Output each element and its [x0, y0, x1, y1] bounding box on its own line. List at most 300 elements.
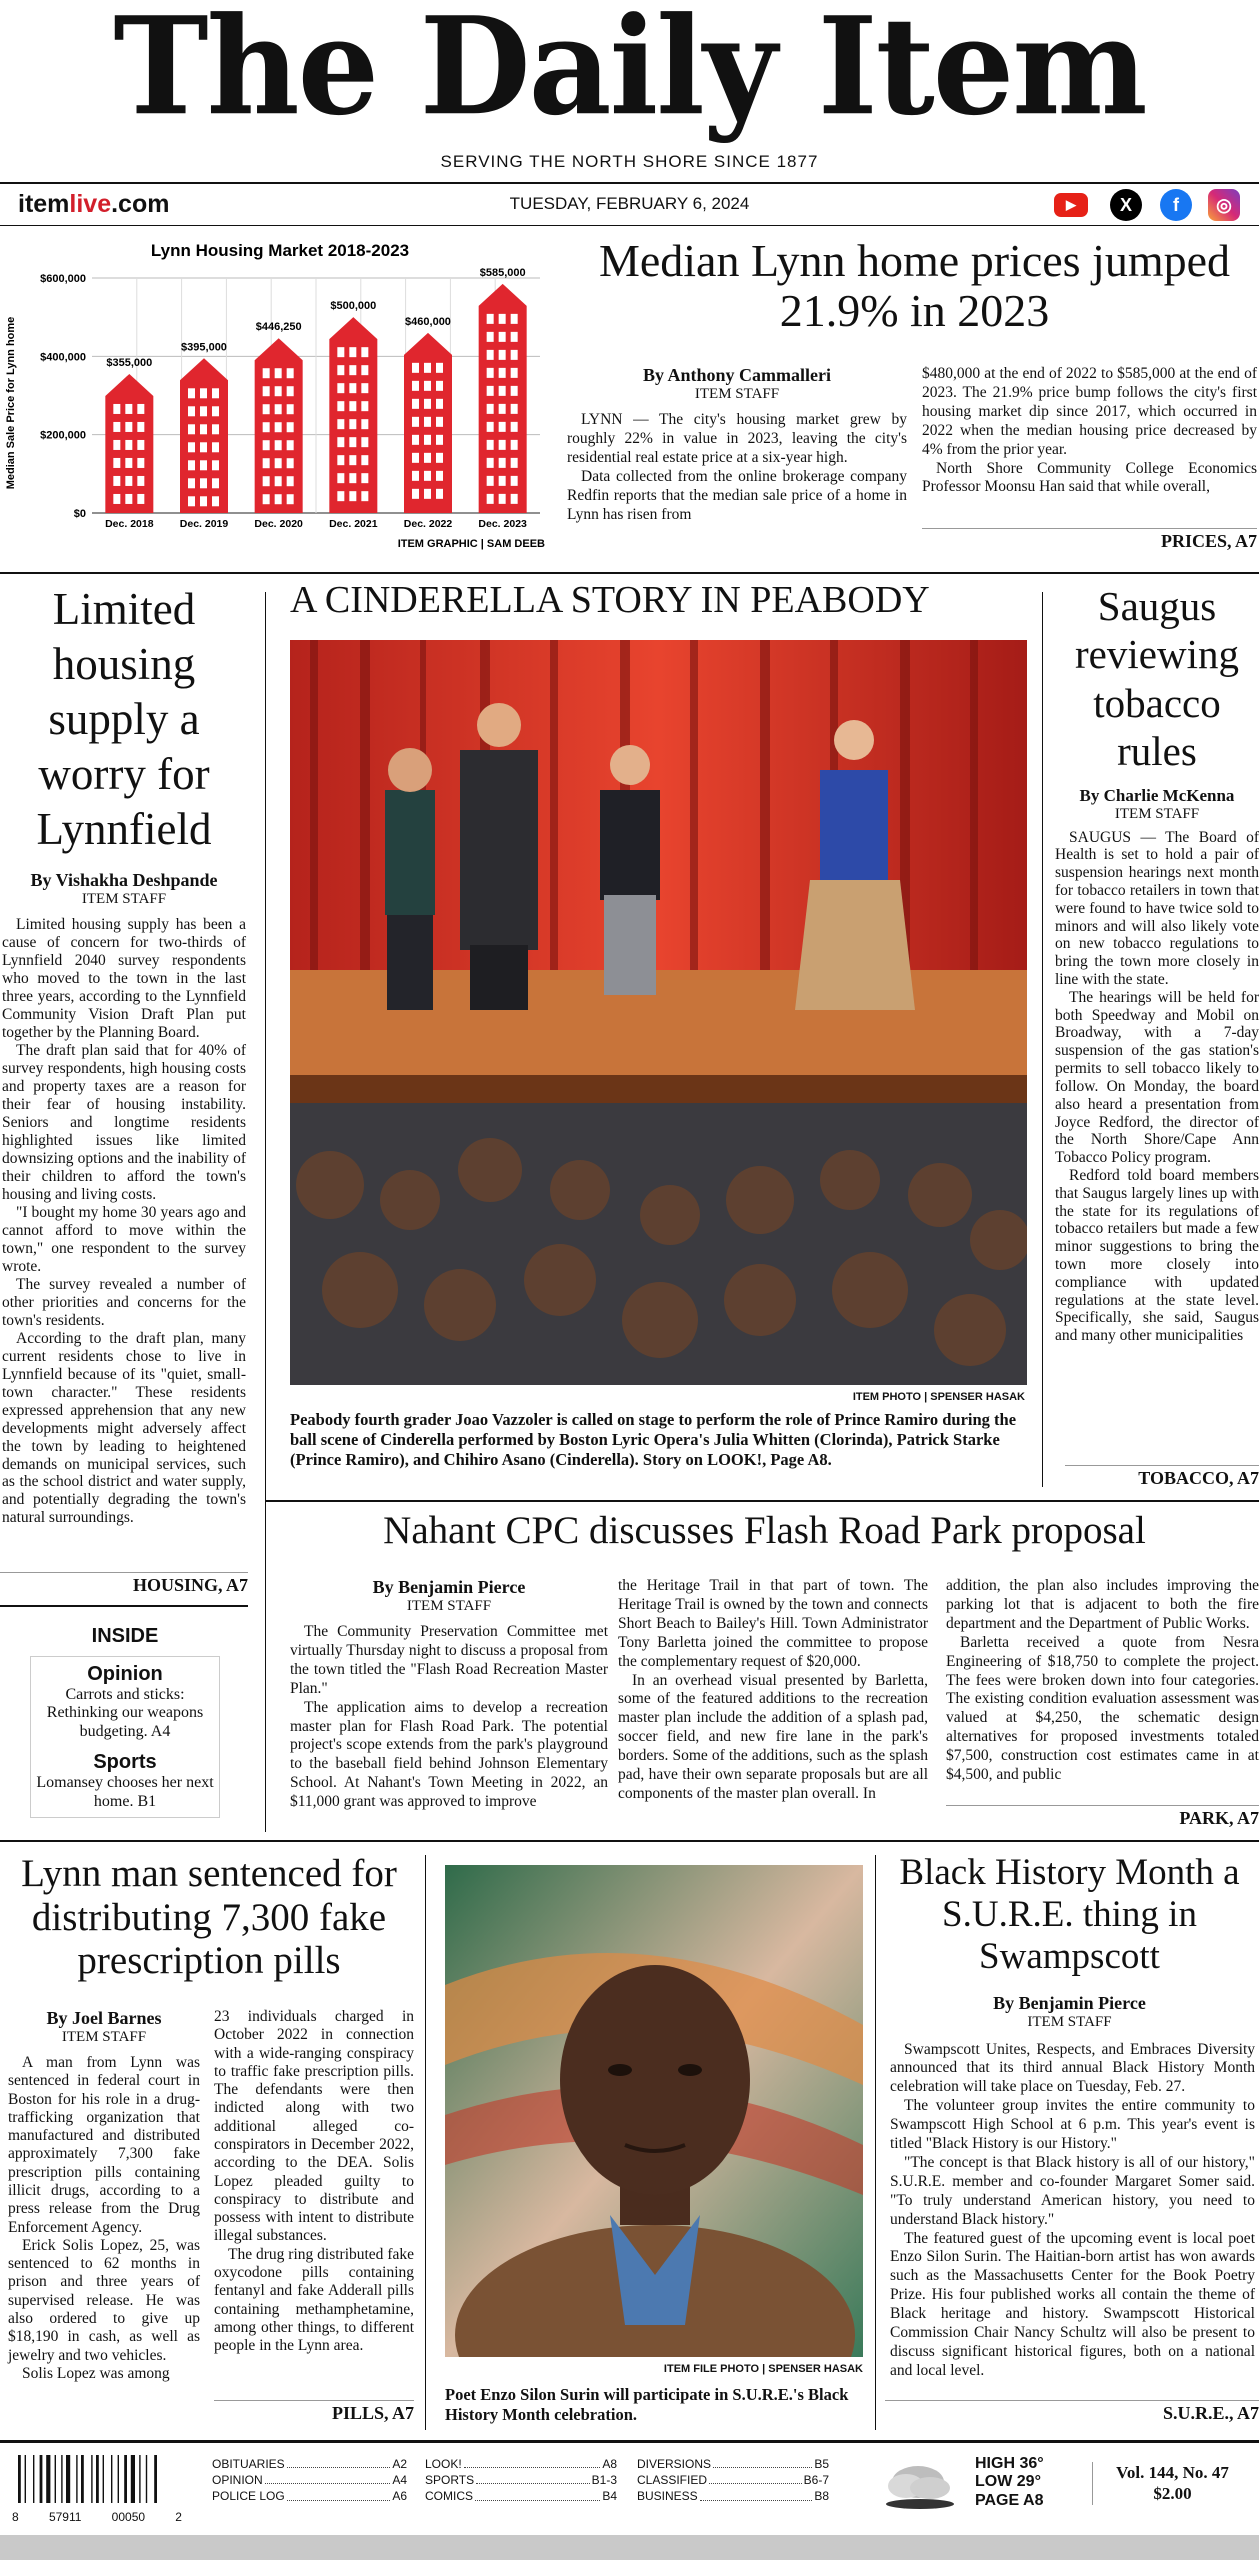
- jump-line[interactable]: TOBACCO, A7: [1065, 1465, 1259, 1489]
- barcode-bar: [111, 2455, 112, 2503]
- body-text: 23 individuals charged in October 2022 in connection with a wide-ranging conspiracy to traffic fake prescription pills. The defendants were then indicted along with two additional alleged co-conspirators in December 2022, according to the DEA. Solis Lopez pleaded guilty to conspiracy to distribute and possess with intent to distribute illegal substances. The drug ring distributed fake oxycodone pills containing fentanyl and fake Adderall pills containing methamphetamine, among other things, to different people in the Lynn area.: [214, 2008, 414, 2355]
- bar-window: [125, 404, 132, 414]
- bar: [479, 284, 527, 513]
- barcode-bar: [55, 2455, 56, 2503]
- barcode-bar: [66, 2455, 70, 2503]
- body-text: addition, the plan also includes improving the parking lot that is adjacent to both the fire department and the Department of Public Works. Barletta received a quote from Nesra Engineering of $18,750 to complete the project. The fees were broken down into four categories. The existing condition evaluation assessment was valued at $4,250, the schematic design alternatives for proposed investments totaled $7,500, construction cost estimates came in at $4,500, and public: [946, 1577, 1259, 1784]
- bar-value-label: $446,250: [255, 321, 302, 334]
- bar-window: [125, 440, 132, 450]
- bar-window: [287, 458, 294, 468]
- bar: [105, 374, 153, 513]
- volume-number: Vol. 144, No. 47: [1116, 2463, 1229, 2482]
- weather-high: HIGH 36°: [975, 2455, 1044, 2472]
- barcode-bar: [40, 2455, 43, 2503]
- jump-line[interactable]: PRICES, A7: [922, 528, 1257, 552]
- bar-window: [511, 314, 518, 324]
- barcode-bar: [61, 2455, 62, 2503]
- bar-window: [212, 406, 219, 416]
- bar-window: [424, 417, 431, 427]
- bar-window: [263, 386, 270, 396]
- bar-window: [113, 494, 120, 504]
- bar-window: [200, 478, 207, 488]
- bar-window: [337, 419, 344, 429]
- facebook-icon[interactable]: f: [1160, 189, 1192, 221]
- barcode-graphic: [12, 2453, 182, 2505]
- bar-window: [511, 368, 518, 378]
- inside-desc: Carrots and sticks: Rethinking our weapons budgeting. A4: [46, 1686, 204, 1740]
- inside-section[interactable]: Sports: [93, 1751, 157, 1774]
- bar-window: [263, 458, 270, 468]
- bar-window: [436, 399, 443, 409]
- jump-line[interactable]: S.U.R.E., A7: [885, 2400, 1259, 2424]
- bar-window: [113, 476, 120, 486]
- index-item[interactable]: OPINION A4: [212, 2473, 407, 2488]
- bar-window: [337, 437, 344, 447]
- column-rule: [425, 1855, 426, 2430]
- portrait-illustration: [445, 1865, 863, 2357]
- barcode-bar: [103, 2455, 104, 2503]
- bar-window: [275, 386, 282, 396]
- bar-window: [349, 491, 356, 501]
- body-text: $480,000 at the end of 2022 to $585,000 at the end of 2023. The 21.9% price bump follows the city's first housing market dip since 2017, which occurred in 2022 when the median housing price decreased by 4% from the prior year. North Shore Community College Economics Professor Moonsu Han said that while overall,: [922, 365, 1257, 496]
- bar: [404, 333, 452, 513]
- index-item[interactable]: OBITUARIES A2: [212, 2457, 407, 2471]
- bar-window: [499, 314, 506, 324]
- bar-window: [361, 347, 368, 357]
- barcode-bar: [139, 2455, 140, 2503]
- jump-line[interactable]: PARK, A7: [946, 1805, 1259, 1829]
- column-rule: [875, 1855, 876, 2430]
- story-tobacco: [1055, 582, 1259, 1345]
- index-item[interactable]: BUSINESS B8: [637, 2489, 829, 2504]
- bar-window: [337, 491, 344, 501]
- bar-window: [275, 404, 282, 414]
- headline[interactable]: Saugus reviewing tobacco rules: [1075, 583, 1239, 775]
- portrait-photo[interactable]: [445, 1865, 863, 2357]
- bar-window: [137, 422, 144, 432]
- byline: By Benjamin Pierce: [993, 1992, 1146, 2013]
- bar-window: [361, 437, 368, 447]
- headline[interactable]: A CINDERELLA STORY IN PEABODY: [290, 579, 930, 621]
- bar-window: [125, 476, 132, 486]
- bar-window: [263, 494, 270, 504]
- bar-window: [287, 422, 294, 432]
- weather-box: [975, 2455, 1070, 2510]
- y-tick-label: $400,000: [40, 351, 86, 364]
- byline: By Vishakha Deshpande: [30, 870, 218, 891]
- x-tick-label: Dec. 2022: [403, 518, 453, 530]
- bar-window: [212, 388, 219, 398]
- bar-window: [499, 458, 506, 468]
- bar-window: [499, 422, 506, 432]
- story-pills-col1: [8, 2008, 200, 2383]
- bar-window: [511, 350, 518, 360]
- x-tick-label: Dec. 2019: [179, 518, 229, 530]
- bar-window: [200, 442, 207, 452]
- index-column: [637, 2456, 829, 2505]
- bar-window: [487, 332, 494, 342]
- divider: [265, 1500, 1259, 1502]
- bar-window: [137, 458, 144, 468]
- barcode-digit: 00050: [111, 2510, 146, 2524]
- bar-window: [361, 401, 368, 411]
- bar-window: [511, 386, 518, 396]
- bar-window: [188, 460, 195, 470]
- site-logo[interactable]: itemlive.com: [18, 190, 170, 218]
- bar-window: [287, 404, 294, 414]
- byline-staff: ITEM STAFF: [1027, 2013, 1112, 2030]
- photo-caption: Peabody fourth grader Joao Vazzoler is called on stage to perform the role of Prince Ramiro during the ball scene of Cinderella performed by Boston Lyric Opera's Julia Whitten (Clorinda), Patrick Starke (Prince Ramiro), and Chihiro Asano (Cinderella). Story on LOOK!, Page A8.: [290, 1410, 1017, 1469]
- bar-window: [212, 460, 219, 470]
- x-tick-label: Dec. 2018: [105, 518, 154, 530]
- weather-low: LOW 29°: [975, 2473, 1041, 2491]
- story-prices: [572, 236, 1257, 335]
- bar-window: [349, 455, 356, 465]
- divider: [0, 2440, 1259, 2443]
- bar-window: [200, 388, 207, 398]
- bar-window: [499, 494, 506, 504]
- index-item[interactable]: DIVERSIONS B5: [637, 2457, 829, 2471]
- bar-window: [424, 399, 431, 409]
- bar-window: [511, 494, 518, 504]
- bar-window: [275, 458, 282, 468]
- bar-window: [263, 368, 270, 378]
- headline[interactable]: Limited housing supply a worry for Lynnfield: [36, 584, 212, 854]
- headline[interactable]: Nahant CPC discusses Flash Road Park proposal: [383, 1509, 1146, 1552]
- bar-window: [337, 455, 344, 465]
- bar-window: [511, 458, 518, 468]
- bar-window: [436, 363, 443, 373]
- bar-window: [511, 332, 518, 342]
- bar-window: [349, 419, 356, 429]
- bar-window: [188, 406, 195, 416]
- centerpiece: [290, 580, 1030, 621]
- bar-window: [200, 406, 207, 416]
- bar-window: [212, 424, 219, 434]
- stage-illustration: [290, 640, 1027, 1385]
- x-tick-label: Dec. 2020: [254, 518, 303, 530]
- story-sure: [880, 1852, 1259, 2381]
- bar-window: [361, 365, 368, 375]
- instagram-icon[interactable]: ◎: [1208, 189, 1240, 221]
- bar-window: [511, 422, 518, 432]
- bar-window: [349, 401, 356, 411]
- bar-window: [361, 383, 368, 393]
- bar-shape: [329, 317, 377, 513]
- barcode-bar: [18, 2455, 21, 2503]
- photo-credit: ITEM PHOTO | SPENSER HASAK: [852, 1391, 1025, 1403]
- index-column: [425, 2456, 617, 2505]
- body-text: A man from Lynn was sentenced in federal court in Boston for his role in a drug-trafficking organization that manufactured and distributed approximately 7,300 fake prescription pills containing illicit drugs, according to a press release from the Drug Enforcement Agency. Erick Solis Lopez, 25, was sentenced to 62 months in prison and three years of supervised release. He was also ordered to give up $18,190 in cash, as well as jewelry and two vehicles. Solis Lopez was among: [8, 2054, 200, 2382]
- divider: [0, 1605, 248, 1607]
- divider: [0, 572, 1259, 574]
- bar-window: [424, 363, 431, 373]
- bar-window: [275, 368, 282, 378]
- bar-window: [499, 476, 506, 486]
- bar-window: [487, 458, 494, 468]
- divider: [0, 182, 1259, 184]
- bar-window: [113, 458, 120, 468]
- bar-window: [412, 489, 419, 499]
- inside-box: [30, 1625, 220, 1818]
- bar-window: [200, 424, 207, 434]
- barcode-bar: [33, 2455, 34, 2503]
- body-text: Limited housing supply has been a cause of concern for two-thirds of Lynnfield 2040 survey respondents who moved to the town in the last three years, according to the Lynnfield Community Vision Draft Plan put together by the Planning Board. The draft plan said that for 40% of survey respondents, high housing costs and property taxes are a reason for their fear of housing instability. Seniors and longtime residents highlighted issues like limited downsizing options and the inability of their children to afford the town's housing and living costs. "I bought my home 30 years ago and cannot afford to move within the town," one respondent to the survey wrote. The survey revealed a number of other priorities and concerns for the town's residents. According to the draft plan, many current residents chose to live in Lynnfield because of its "quiet, small-town character." These residents expressed apprehension that any new developments might adversely affect the town by leading to heightened demands on municipal services, such as the school district and water supply, and potentially degrading the town's natural surroundings.: [2, 916, 246, 1527]
- bar-window: [200, 460, 207, 470]
- bar-window: [188, 424, 195, 434]
- price: $2.00: [1153, 2484, 1192, 2504]
- inside-desc: Lomansey chooses her next home. B1: [36, 1774, 214, 1810]
- bar-window: [137, 440, 144, 450]
- barcode-bar: [25, 2455, 26, 2503]
- masthead: [0, 0, 1259, 185]
- column-rule: [1042, 592, 1043, 1487]
- bar-window: [337, 383, 344, 393]
- bar-window: [511, 440, 518, 450]
- bar-window: [137, 476, 144, 486]
- bar-window: [337, 365, 344, 375]
- page-bottom-band: [0, 2535, 1259, 2560]
- bar: [329, 317, 377, 513]
- bar-window: [188, 442, 195, 452]
- barcode-digit: 57911: [48, 2510, 82, 2524]
- story-prices-col1: [567, 365, 907, 524]
- bar-window: [361, 473, 368, 483]
- bar-window: [487, 440, 494, 450]
- bar-window: [424, 381, 431, 391]
- bar-window: [263, 476, 270, 486]
- bar-window: [275, 422, 282, 432]
- bar-window: [349, 473, 356, 483]
- y-axis-label: Median Sale Price for Lynn home: [5, 316, 17, 490]
- index-item[interactable]: SPORTS B1-3: [425, 2473, 617, 2488]
- bar-window: [275, 494, 282, 504]
- barcode-bar: [91, 2455, 92, 2503]
- x-icon[interactable]: X: [1110, 189, 1142, 221]
- bar-window: [349, 347, 356, 357]
- byline: By Charlie McKenna: [1079, 785, 1235, 805]
- index-item[interactable]: POLICE LOG A6: [212, 2489, 407, 2504]
- cloud-icon: [880, 2452, 960, 2512]
- bar-window: [487, 422, 494, 432]
- bar-window: [436, 489, 443, 499]
- story-park-col1: [290, 1577, 608, 1812]
- bar-shape: [180, 358, 228, 513]
- headline[interactable]: Black History Month a S.U.R.E. thing in Swampscott: [899, 1852, 1240, 1978]
- barcode-bar: [124, 2455, 127, 2503]
- bar-window: [424, 471, 431, 481]
- byline-staff: ITEM STAFF: [1114, 805, 1200, 822]
- bar: [255, 338, 303, 513]
- bar-window: [424, 453, 431, 463]
- bar-window: [424, 435, 431, 445]
- barcode-bar: [154, 2455, 157, 2503]
- headline[interactable]: Lynn man sentenced for distributing 7,300 fake prescription pills: [21, 1852, 397, 1983]
- bar-window: [361, 455, 368, 465]
- y-tick-label: $200,000: [40, 429, 86, 442]
- bar-window: [188, 388, 195, 398]
- bar-value-label: $460,000: [405, 315, 451, 328]
- cinderella-photo[interactable]: [290, 640, 1027, 1385]
- bar-window: [263, 404, 270, 414]
- bar-value-label: $395,000: [181, 341, 227, 354]
- byline-staff: ITEM STAFF: [81, 891, 167, 908]
- index-item[interactable]: COMICS B4: [425, 2489, 617, 2504]
- body-text: the Heritage Trail in that part of town. The Heritage Trail is owned by the town and connects Short Beach to Bailey's Hill. Town Administrator Tony Barletta joined the committee to propose the complementary request of $20,000. In an overhead visual presented by Barletta, some of the featured additions to the recreation master plan include the addition of a splash pad, soccer field, and new fire lane in the park's borders. Some of the additions, such as the splash pad, have their own separate proposals but are all components of the master plan overall. In: [618, 1577, 928, 1802]
- bar-window: [212, 496, 219, 506]
- byline-staff: ITEM STAFF: [694, 386, 780, 402]
- byline: By Joel Barnes: [46, 2008, 162, 2028]
- bar-window: [287, 440, 294, 450]
- bar-window: [125, 494, 132, 504]
- barcode-bar: [76, 2455, 77, 2503]
- bar-window: [487, 386, 494, 396]
- chart-svg: [0, 233, 560, 558]
- story-park: [270, 1510, 1259, 1552]
- bar-window: [412, 399, 419, 409]
- inside-section[interactable]: Opinion: [87, 1663, 163, 1685]
- bar-window: [487, 350, 494, 360]
- bar-window: [337, 347, 344, 357]
- bar-window: [361, 491, 368, 501]
- bar-window: [137, 494, 144, 504]
- bar-value-label: $355,000: [106, 356, 153, 369]
- issue-date: TUESDAY, FEBRUARY 6, 2024: [509, 194, 750, 213]
- bar-window: [499, 368, 506, 378]
- bar-window: [412, 435, 419, 445]
- bar-window: [412, 453, 419, 463]
- jump-line[interactable]: PILLS, A7: [214, 2400, 414, 2424]
- inside-title: INSIDE: [91, 1625, 159, 1647]
- story-prices-col2: [922, 365, 1257, 497]
- bar-window: [499, 332, 506, 342]
- story-pills-col2: [214, 2008, 414, 2355]
- y-tick-label: $600,000: [40, 273, 86, 285]
- bar-window: [275, 476, 282, 486]
- byline: By Benjamin Pierce: [372, 1577, 526, 1597]
- story-park-col2: [618, 1577, 928, 1804]
- bar-window: [424, 489, 431, 499]
- housing-chart: [0, 233, 560, 558]
- bar-window: [487, 314, 494, 324]
- bar-window: [212, 442, 219, 452]
- weather-page[interactable]: PAGE A8: [975, 2491, 1044, 2509]
- bar-window: [412, 471, 419, 481]
- bar-window: [287, 386, 294, 396]
- byline-staff: ITEM STAFF: [406, 1598, 492, 1614]
- bar-window: [125, 458, 132, 468]
- bar: [180, 358, 228, 513]
- column-rule: [265, 592, 266, 1832]
- chart-credit: ITEM GRAPHIC | SAM DEEB: [397, 538, 545, 550]
- story-pills: [0, 1852, 418, 1983]
- bar-window: [499, 404, 506, 414]
- bar-window: [337, 401, 344, 411]
- body-text: Swampscott Unites, Respects, and Embraces Diversity announced that its third annual Black History Month celebration will take place on Tuesday, Feb. 27. The volunteer group invites the entire community to Swampscott High School at 6 p.m. This year's event is titled "Black History is our History." "The concept is that Black history is all of our history," S.U.R.E. member and co-founder Margaret Somer said. "To truly understand American history, you need to understand Black history." The featured guest of the upcoming event is local poet Enzo Silon Surin. The Haitian-born artist has won awards such as the Massachusetts Center for the Book Poetry Prize. His four published works all contain the theme of Black heritage and history. Swampscott Historical Commission Chair Nancy Schultz will also be present to discuss significant historical figures, both on a national and local level.: [890, 2040, 1255, 2379]
- bar-window: [113, 422, 120, 432]
- story-housing: [0, 582, 248, 1527]
- bar-window: [188, 478, 195, 488]
- photo-credit: ITEM FILE PHOTO | SPENSER HASAK: [663, 2363, 863, 2375]
- bar-window: [499, 386, 506, 396]
- barcode-bar: [131, 2455, 135, 2503]
- bar-value-label: $585,000: [479, 266, 526, 279]
- bar-window: [499, 440, 506, 450]
- bar-value-label: $500,000: [330, 300, 377, 313]
- bar-window: [275, 440, 282, 450]
- y-tick-label: $0: [73, 508, 86, 520]
- byline-staff: ITEM STAFF: [61, 2029, 147, 2045]
- bar-window: [436, 417, 443, 427]
- x-tick-label: Dec. 2023: [478, 518, 527, 530]
- x-tick-label: Dec. 2021: [329, 518, 378, 530]
- story-park-col3: [946, 1577, 1259, 1785]
- body-text: SAUGUS — The Board of Health is set to hold a pair of suspension hearings next month for tobacco retailers in town that were found to have twice sold to minors and will also likely vote on new tobacco regulations to bring the town more closely in line with the state. The hearings will be held for both Speedway and Mobil on Broadway, with a 7-day suspension of the gas station's permits to sell tobacco likely to follow. On Monday, the board also heard a presentation from Joyce Redford, the director of the North Shore/Cape Ann Tobacco Policy program. Redford told board members that Saugus largely lines up with the state for its regulations of tobacco retailers but made a few minor suggestions to bring the town more closely into compliance with updated regulations at the state level. Specifically, she said, Saugus and many other municipalities: [1055, 828, 1259, 1345]
- bar-window: [487, 476, 494, 486]
- bar-window: [511, 476, 518, 486]
- bar-window: [137, 404, 144, 414]
- chart-title: Lynn Housing Market 2018-2023: [150, 241, 410, 260]
- bar-window: [487, 368, 494, 378]
- barcode-bar: [146, 2455, 147, 2503]
- bar-window: [511, 404, 518, 414]
- bar-window: [412, 363, 419, 373]
- newspaper-title: The Daily Item: [113, 0, 1146, 146]
- bar-window: [349, 365, 356, 375]
- barcode-bar: [46, 2455, 50, 2503]
- bar-window: [412, 381, 419, 391]
- bar-window: [436, 471, 443, 481]
- divider: [0, 225, 1259, 226]
- index-column: [212, 2456, 407, 2505]
- bar-window: [113, 404, 120, 414]
- bar-window: [287, 476, 294, 486]
- youtube-icon[interactable]: ▶: [1054, 193, 1088, 217]
- divider: [0, 1840, 1259, 1842]
- barcode-bar: [81, 2455, 84, 2503]
- issue-info: [1092, 2462, 1252, 2505]
- photo-caption: Poet Enzo Silon Surin will participate in S.U.R.E.'s Black History Month celebration.: [445, 2385, 849, 2424]
- bar-window: [349, 437, 356, 447]
- bar-window: [188, 496, 195, 506]
- barcode-bar: [96, 2455, 99, 2503]
- dateline-bar: [0, 186, 1259, 224]
- barcode-digit: 2: [175, 2510, 182, 2524]
- bar-window: [113, 440, 120, 450]
- bar-window: [361, 419, 368, 429]
- body-text: LYNN — The city's housing market grew by roughly 22% in value in 2023, leaving the city's residential real estate price at a six-year high. Data collected from the online brokerage company Redfin reports that the median sale price of a home in Lynn has risen from: [567, 411, 907, 523]
- bar-window: [212, 478, 219, 488]
- tagline: SERVING THE NORTH SHORE SINCE 1877: [440, 152, 819, 171]
- barcode-bar: [118, 2455, 119, 2503]
- headline[interactable]: Median Lynn home prices jumped 21.9% in 2023: [598, 235, 1231, 336]
- bar-window: [287, 494, 294, 504]
- bar-window: [436, 435, 443, 445]
- jump-line[interactable]: HOUSING, A7: [0, 1572, 248, 1596]
- bar-window: [263, 422, 270, 432]
- bar-window: [349, 383, 356, 393]
- barcode-digit: 8: [12, 2510, 19, 2524]
- bar-window: [436, 381, 443, 391]
- byline: By Anthony Cammalleri: [642, 365, 831, 385]
- index-item[interactable]: CLASSIFIED B6-7: [637, 2473, 829, 2488]
- bar-window: [125, 422, 132, 432]
- index-item[interactable]: LOOK! A8: [425, 2457, 617, 2471]
- barcode: [12, 2453, 182, 2523]
- bar-window: [487, 494, 494, 504]
- body-text: The Community Preservation Committee met virtually Thursday night to discuss a proposal from the town titled the "Flash Road Recreation Master Plan." The application aims to develop a recreation master plan for Flash Road Park. The potential project's scope extends from the park's playground to the baseball field behind Johnson Elementary School. At Nahant's Town Meeting in 2022, an $11,000 grant was approved to improve: [290, 1623, 608, 1811]
- bar-window: [337, 473, 344, 483]
